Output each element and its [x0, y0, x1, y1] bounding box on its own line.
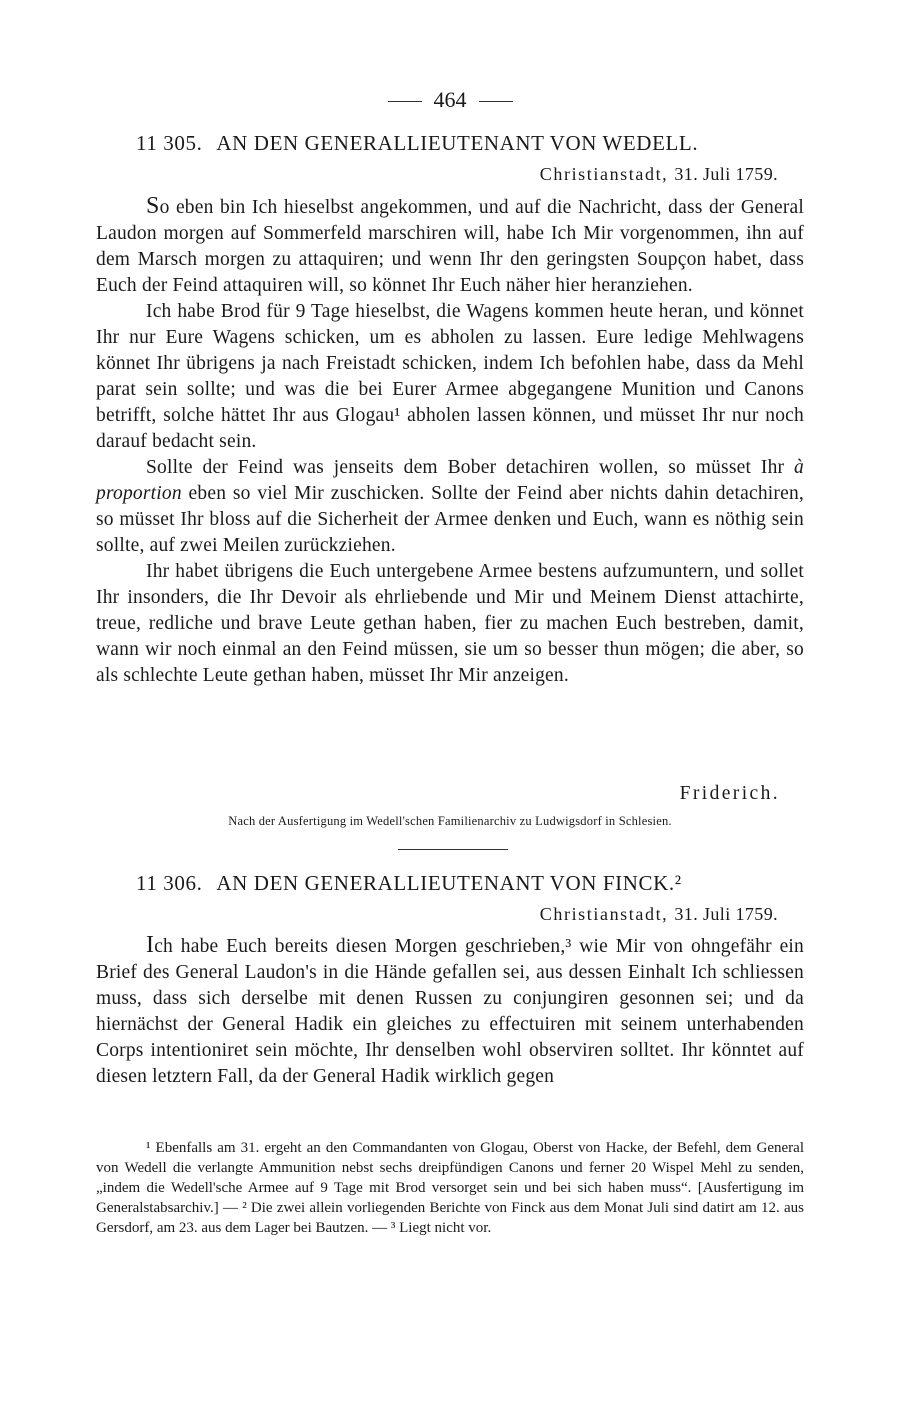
source-note: Nach der Ausfertigung im Wedell'schen Familienarchiv zu Ludwigsdorf in Schlesien. [228, 814, 672, 828]
page-number-text: 464 [433, 87, 467, 112]
paragraph: Ich habe Brod für 9 Tage hieselbst, die Wagens kommen heute heran, und könnet Ihr nur Eure Wagens schicken, um es abholen zu lassen. Eure ledige Mehlwagens könnet Ihr übrigens ja nach Freistadt schicken, indem Ich befohlen habe, dass da Mehl parat sein sollte; und was die bei Eurer Armee abgegangene Munition und Canons betrifft, solche hättet Ihr aus Glogau¹ abholen lassen können, und müsset Ihr nur noch darauf bedacht sein. [96, 301, 804, 452]
footnote-text: ¹ Ebenfalls am 31. ergeht an den Commandanten von Glogau, Oberst von Hacke, der Befehl, dem General von Wedell die verlangte Ammunition nebst sechs dreipfündigen Canons und ferner 20 Wispel Mehl zu senden, „indem die Wedell'sche Armee auf 9 Tage mit Brod versorget sein und bei sich haben muss“. [Ausfertigung im Generalstabsarchiv.] — ² Die zwei allein vorliegenden Berichte von Finck aus dem Monat Juli sind datirt am 12. aus Gersdorf, am 23. aus dem Lager bei Bautzen. — ³ Liegt nicht vor. [96, 1140, 804, 1236]
letter-place: Christianstadt, [539, 904, 669, 924]
letter-title: AN DEN GENERALLIEUTENANT VON FINCK.² [216, 871, 682, 895]
page-number [0, 86, 900, 114]
letter-dateline [540, 164, 778, 185]
letter-heading [136, 131, 698, 156]
footnotes [96, 1138, 804, 1238]
letter-heading [136, 871, 682, 896]
paragraph: Ich habe Euch bereits diesen Morgen geschrieben,³ wie Mir von ohngefähr ein Brief des General Laudon's in die Hände gefallen sei, aus dessen Einhalt Ich schliessen muss, dass sich derselbe mit denen Russen zu conjungiren gesonnen sei; und da hiernächst der General Hadik ein gleiches zu effectuiren mit seinem unterhabenden Corps intentioniret sein möchte, Ihr denselben wohl observiren solltet. Ihr könntet auf diesen letztern Fall, da der General Hadik wirklich gegen [96, 932, 804, 1087]
letter-title: AN DEN GENERALLIEUTENANT VON WEDELL. [216, 131, 699, 155]
letter-number: 11 305. [136, 131, 203, 155]
paragraph: Sollte der Feind was jenseits dem Bober detachiren wollen, so müsset Ihr à proportion eben so viel Mir zuschicken. Sollte der Feind aber nichts dahin detachiren, so müsset Ihr bloss auf die Sicherheit der Armee denken und Euch, wann es nöthig sein sollte, auf zwei Meilen zurückziehen. [96, 457, 804, 556]
paragraph: So eben bin Ich hieselbst angekommen, und auf die Nachricht, dass der General Laudon morgen auf Sommerfeld marschiren will, habe Ich Mir vorgenommen, ihn auf dem Marsch morgen zu attaquiren; und wenn Ihr den geringsten Soupçon habet, dass Euch der Feind attaquiren will, so könnet Ihr Euch näher hier heranziehen. [96, 193, 804, 296]
letter-dateline [540, 904, 778, 925]
page-number-dash-right [479, 101, 513, 102]
letter-body [96, 193, 804, 689]
page-number-dash-left [388, 101, 422, 102]
letter-place: Christianstadt, [539, 164, 669, 184]
letter-number: 11 306. [136, 871, 203, 895]
signature: Friderich. [679, 783, 780, 804]
paragraph: Ihr habet übrigens die Euch untergebene Armee bestens aufzumuntern, und sollet Ihr insonders, die Ihr Devoir als ehrliebende und Mir und Meinem Dienst attachirte, treue, redliche und brave Leute gethan haben, fier zu machen Euch bestreben, damit, wann wir noch einmal an den Feind müssen, sie um so besser thun mögen; die aber, so als schlechte Leute gethan haben, müsset Ihr Mir anzeigen. [96, 561, 804, 686]
letter-date: 31. Juli 1759. [674, 904, 778, 924]
letter-body [96, 932, 804, 1090]
letter-date: 31. Juli 1759. [674, 164, 778, 184]
italic-phrase: à proportion [96, 457, 804, 504]
section-divider [398, 849, 508, 850]
